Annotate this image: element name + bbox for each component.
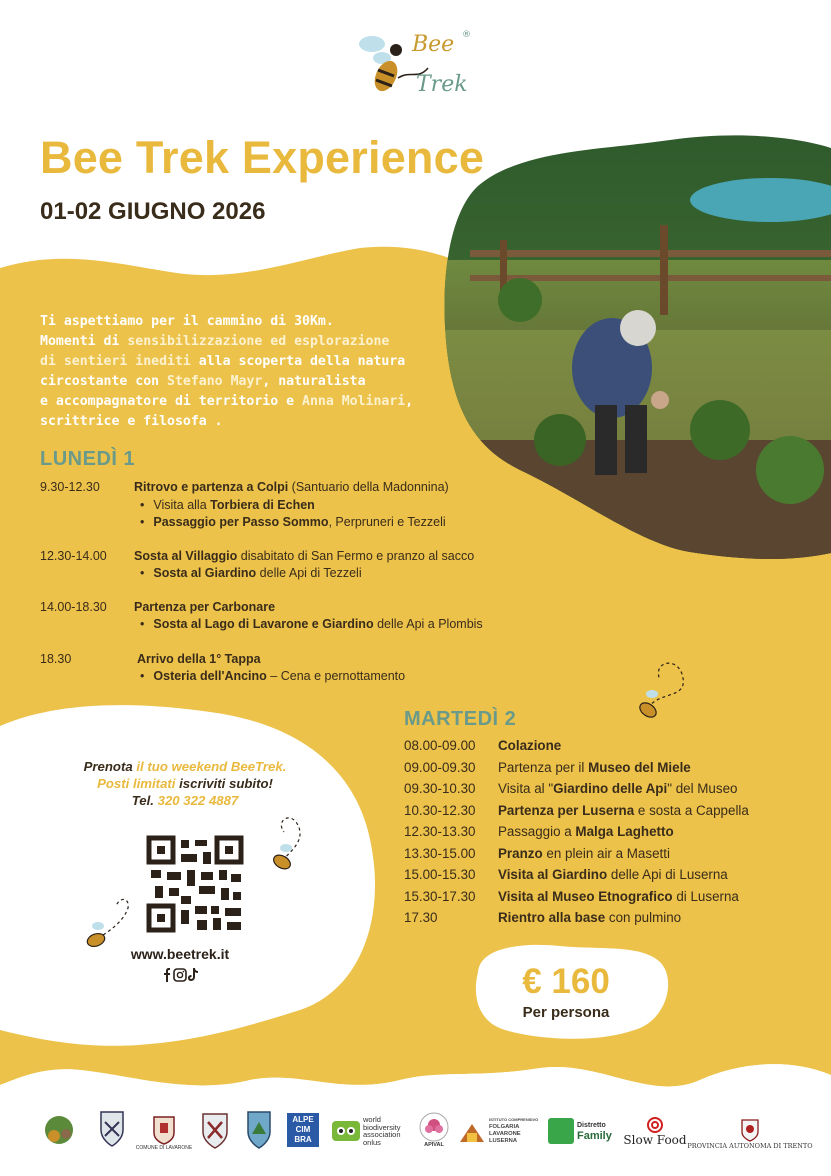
parco-logo <box>36 1106 82 1150</box>
day2-time: 15.00-15.30 <box>404 867 476 882</box>
day2-time: 17.30 <box>404 910 438 925</box>
page-title: Bee Trek Experience <box>40 132 485 183</box>
day1-activity: Ritrovo e partenza a Colpi (Santuario della Madonnina) <box>134 480 449 494</box>
day2-activity: Partenza per Luserna e sosta a Cappella <box>498 802 749 818</box>
intro-line: Momenti di sensibilizzazione ed esplorazione <box>40 334 390 349</box>
day2-heading: MARTEDÌ 2 <box>404 708 517 730</box>
day2-activity: Visita al Museo Etnografico di Luserna <box>498 888 739 904</box>
price-amount: € 160 <box>522 962 610 1001</box>
day2-activity: Colazione <box>498 738 562 753</box>
day2-time: 10.30-12.30 <box>404 802 476 818</box>
day2-time: 08.00-09.00 <box>404 738 476 753</box>
day1-time: 9.30-12.30 <box>40 480 100 494</box>
price-label: Per persona <box>522 1004 610 1021</box>
day2-activity: Visita al Giardino delle Api di Luserna <box>498 867 728 882</box>
provincia-trento-logo: PROVINCIA AUTONOMA DI TRENTO <box>695 1114 805 1154</box>
tiktok-icon[interactable] <box>188 968 198 981</box>
world-biodiversity-logo: world biodiversity association onlus <box>332 1116 426 1146</box>
day2-time: 15.30-17.30 <box>404 888 476 904</box>
qr-code[interactable] <box>147 836 243 932</box>
day1-schedule <box>40 480 600 690</box>
social-icons <box>160 966 200 984</box>
day1-activity: Arrivo della 1° Tappa <box>137 652 261 666</box>
day2-activity: Pranzo en plein air a Masetti <box>498 845 670 861</box>
day1-time: 12.30-14.00 <box>40 549 107 563</box>
booking-line: Posti limitati iscriviti subito! <box>97 776 273 791</box>
intro-line: e accompagnatore di territorio e Anna Molinari, <box>40 394 414 409</box>
instagram-icon[interactable] <box>174 969 186 981</box>
day2-time: 09.30-10.30 <box>404 781 476 796</box>
registered-mark: ® <box>462 30 471 40</box>
day1-activity: Partenza per Carbonare <box>134 600 276 614</box>
day2-time: 09.00-09.30 <box>404 759 476 775</box>
day1-sub-item: • Passaggio per Passo Sommo, Perpruneri e Tezzeli <box>140 515 446 529</box>
day1-time: 18.30 <box>40 652 72 666</box>
intro-line: di sentieri inediti alla scoperta della natura <box>40 354 406 369</box>
day2-time: 12.30-13.30 <box>404 824 476 839</box>
day2-activity: Visita al "Giardino delle Api" del Museo <box>498 781 738 796</box>
day2-activity: Partenza per il Museo del Miele <box>498 759 691 775</box>
comune-label: COMUNE DI LAVARONE <box>135 1145 193 1151</box>
crest-icon <box>200 1108 230 1150</box>
alpe-cimbra-logo: ALPE CIM BRA <box>287 1113 319 1147</box>
day2-time: 13.30-15.00 <box>404 845 476 861</box>
intro-text <box>40 312 440 432</box>
day1-sub-item: • Osteria dell'Ancino – Cena e pernottamento <box>140 669 405 683</box>
day1-sub-item: • Sosta al Giardino delle Api di Tezzeli <box>140 566 362 580</box>
slow-food-logo: Slow Food <box>620 1112 690 1150</box>
booking-line: Prenota il tuo weekend BeeTrek. <box>83 759 287 774</box>
istituto-comprensivo-logo: ISTITUTO COMPRENSIVO FOLGARIA LAVARONE LUSERNA <box>458 1114 542 1148</box>
day1-sub-item: • Visita alla Torbiera di Echen <box>140 498 315 512</box>
day2-activity: Passaggio a Malga Laghetto <box>498 824 674 839</box>
day1-sub-item: • Sosta al Lago di Lavarone e Giardino delle Api a Plombis <box>140 617 483 631</box>
distretto-family-logo: Distretto Family <box>548 1116 614 1146</box>
crest-icon <box>99 1108 125 1148</box>
website-link[interactable]: www.beetrek.it <box>130 946 230 962</box>
logo-text-trek: Trek <box>416 72 468 97</box>
day2-schedule <box>404 738 814 938</box>
booking-phone[interactable]: Tel. 320 322 4887 <box>131 793 239 808</box>
comune-lavarone-logo <box>135 1106 193 1156</box>
crest-icon <box>245 1106 273 1150</box>
day1-activity: Sosta al Villaggio disabitato di San Fermo e pranzo al sacco <box>134 549 475 563</box>
apival-logo: APIVAL <box>414 1110 454 1150</box>
intro-line: scrittrice e filosofa . <box>40 414 223 429</box>
day1-time: 14.00-18.30 <box>40 600 107 614</box>
booking-text <box>40 758 330 809</box>
day1-heading: LUNEDÌ 1 <box>40 448 136 470</box>
event-date: 01-02 GIUGNO 2026 <box>40 198 266 225</box>
intro-line: circostante con Stefano Mayr, naturalista <box>40 374 366 389</box>
day2-activity: Rientro alla base con pulmino <box>498 910 682 925</box>
facebook-icon[interactable] <box>164 968 170 982</box>
logo-text-bee: Bee <box>412 32 455 57</box>
intro-line: Ti aspettiamo per il cammino di 30Km. <box>40 314 334 329</box>
